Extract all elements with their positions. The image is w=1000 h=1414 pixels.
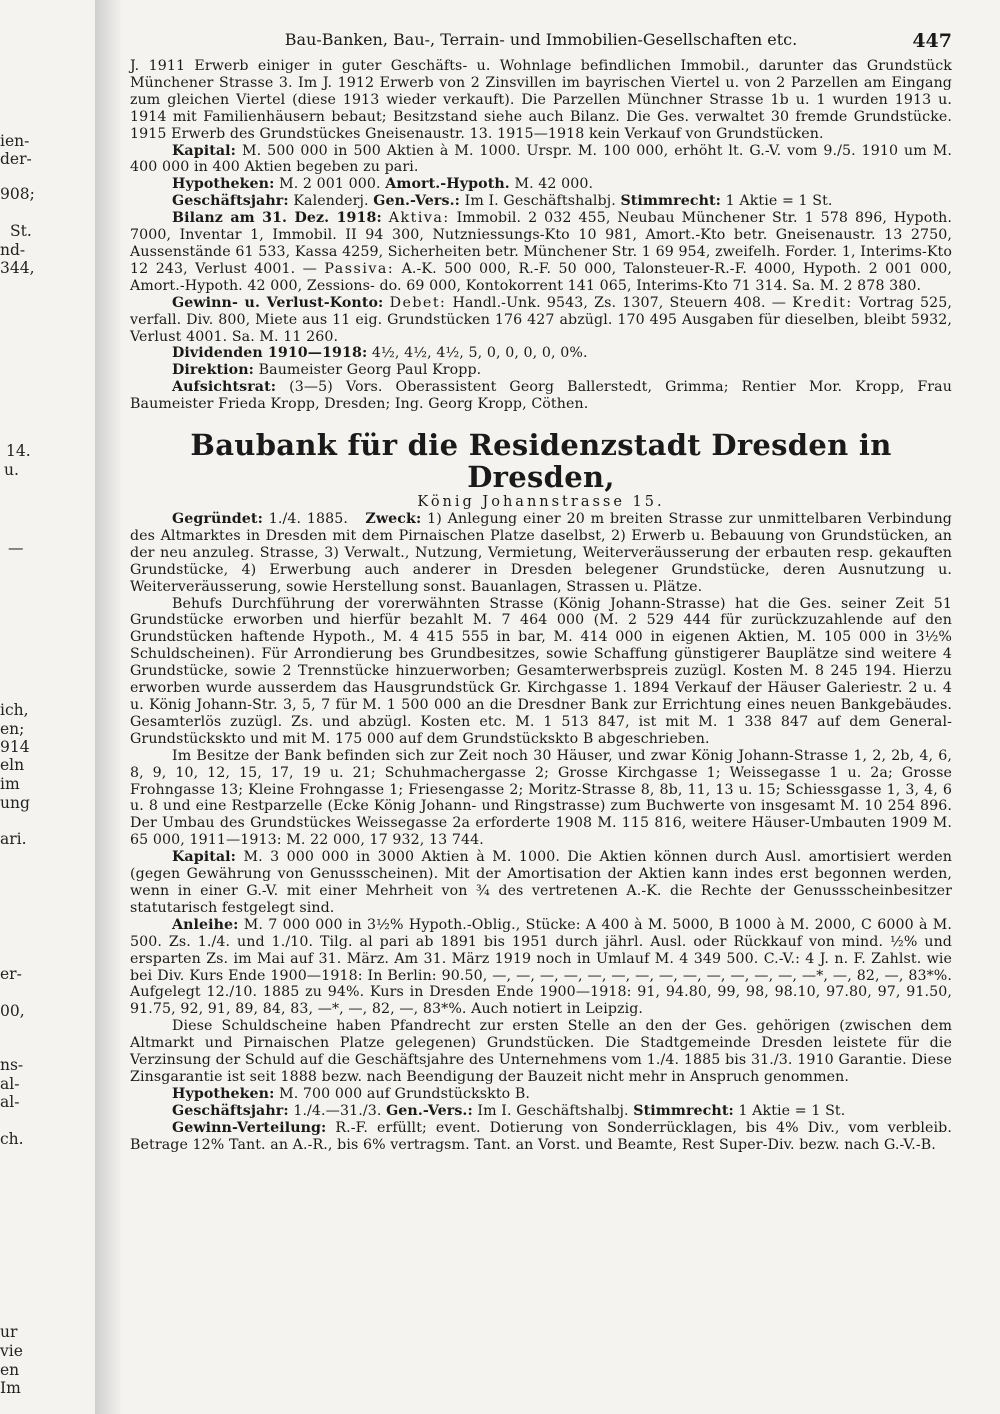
- margin-fragment: 908;: [0, 185, 35, 203]
- adjacent-page-fragments: [0, 0, 44, 1414]
- margin-fragment: der-: [0, 150, 32, 168]
- gj-label: Geschäftsjahr:: [172, 193, 289, 210]
- debet-label: Debet:: [389, 294, 447, 311]
- margin-fragment: vie: [0, 1342, 23, 1360]
- hypotheken-label: Hypotheken:: [172, 176, 275, 193]
- stimm-label: Stimmrecht:: [633, 1102, 734, 1119]
- hypotheken-label: Hypotheken:: [172, 1085, 275, 1102]
- kapital-label: Kapital:: [172, 849, 237, 866]
- running-head: [130, 30, 952, 58]
- kapital-text: M. 3 000 000 in 3000 Aktien à M. 1000. Die Aktien können durch Ausl. amortisiert werden (gegen Gewährung von Genussscheinen). Mit der Amortisation der Aktien kann indes erst begonnen werden, wenn in einer G.-V. mit einer Mehrheit von ¾ des vertretenen A.-K. die Rechte der Genussscheinbesitzer statutarisch festgelegt sind.: [130, 849, 952, 916]
- page-number: 447: [912, 30, 952, 52]
- prev-kapital: [130, 143, 952, 177]
- hypotheken-text: M. 700 000 auf Grundstückskto B.: [279, 1085, 531, 1102]
- margin-fragment: eln: [0, 756, 25, 774]
- running-head-title: Bau-Banken, Bau-, Terrain- und Immobilien-Gesellschaften etc.: [284, 30, 798, 49]
- genvers-text: Im I. Geschäftshalbj.: [464, 193, 616, 210]
- gj-label: Geschäftsjahr:: [172, 1102, 289, 1119]
- stimm-text: 1 Aktie = 1 St.: [738, 1102, 846, 1119]
- page-body: [130, 30, 952, 1153]
- gegruendet-label: Gegründet:: [172, 511, 263, 528]
- anleihe: [130, 917, 952, 1018]
- prev-bilanz: [130, 210, 952, 295]
- anleihe-label: Anleihe:: [172, 916, 239, 933]
- prev-hypotheken: [130, 176, 952, 193]
- para-besitz: Im Besitze der Bank befinden sich zur Zeit noch 30 Häuser, und zwar König Johann-Strasse 1, 2, 2b, 4, 6, 8, 9, 10, 12, 15, 17, 19 u. 21; Schuhmachergasse 2; Grosse Kirchgasse 1; Weissegasse 1 u. 2a; Grosse Frohngasse 13; Kleine Frohngasse 1; Friesengasse 2; Moritz-Strasse 8, 8b, 11, 13 u. 15; Schiessgasse 1, 3, 4, 6 u. 8 und eine Restparzelle (Ecke König Johann- und Ringstrasse) zum Buchwerte von insgesamt M. 10 254 896. Der Umbau des Grundstückes Weissegasse 2a erforderte 1908 M. 115 816, weitere Häuser-Umbauten 1909 M. 65 000, 1911—1913: M. 22 000, 17 932, 13 744.: [130, 747, 952, 849]
- margin-fragment: 344,: [0, 259, 35, 277]
- dividenden-label: Dividenden 1910—1918:: [172, 345, 368, 362]
- dividenden-text: 4½, 4½, 4½, 5, 0, 0, 0, 0, 0%.: [371, 345, 588, 362]
- para-strasse: Behufs Durchführung der vorerwähnten Strasse (König Johann-Strasse) hat die Ges. seiner Zeit 51 Grundstücke erworben und hierfür bezahlt M. 7 464 000 (M. 2 529 444 für zurückzuzahlende auf den Grundstücken haftende Hypoth., M. 4 415 555 in bar, M. 414 000 in eigenen Aktien, M. 105 000 in 3½% Schuldscheinen). Für Arrondierung bes Grundbesitzes, sowie Schaffung günstigerer Bauplätze sind weitere 4 Grundstücke, sowie 2 Trennstücke hinzuerworben; Gesamterwerbspreis zuzügl. Kosten M. 8 245 194. Hierzu erworben wurde ausserdem das Hausgrundstück Gr. Kirchgasse 1. 1894 Verkauf der Häuser Galeriestr. 2 u. 4 u. König Johann-Str. 3, 5, 7 für M. 1 500 000 an die Dresdner Bank zur Errichtung eines neuen Bankgebäudes. Gesamterlös zuzügl. Zs. und abzügl. Kosten etc. M. 1 513 847, ist mit M. 1 338 847 auf dem General-Grundstückskto und mit M. 175 000 auf dem Grundstückskto B abgeschrieben.: [130, 595, 952, 747]
- margin-fragment: St.: [10, 222, 32, 240]
- gj-text: 1./4.—31./3.: [293, 1102, 382, 1119]
- zweck-text: 1) Anlegung einer 20 m breiten Strasse zur unmittelbaren Verbindung des Altmarktes in Dresden mit dem Pirnaischen Platze daselbst, 2) Erwerb u. Bebauung von Grundstücken, an der neu anzuleg. Strasse, 3) Verwalt., Nutzung, Vermietung, Weiterveräusserung der erbauten resp. gekauften Grundstücke, 4) Erwerbung auch anderer in Dresden belegener Grundstücke, deren Ausnutzung u. Weiterveräusserung, sowie Herstellung sonst. Bauanlagen, Strassen u. Plätze.: [130, 511, 952, 595]
- margin-fragment: er-: [0, 965, 22, 983]
- prev-geschaeftsjahr: [130, 193, 952, 210]
- kredit-text: Vortrag 525, verfall. Div. 800, Miete aus 11 eig. Grundstücken 176 427 abzügl. 170 495 Ausgaben für dieselben, bleibt 5932, Verlust 4001. Sa. M. 11 260.: [130, 294, 952, 345]
- margin-fragment: ur: [0, 1323, 18, 1341]
- debet-text: Handl.-Unk. 9543, Zs. 1307, Steuern 408. —: [452, 294, 787, 311]
- margin-fragment: ch.: [0, 1130, 24, 1148]
- aufsichtsrat-label: Aufsichtsrat:: [172, 379, 277, 396]
- kapital-text: M. 500 000 in 500 Aktien à M. 1000. Urspr. M. 100 000, erhöht lt. G.-V. vom 9./5. 1910 um M. 400 000 in 400 Aktien begeben zu pari.: [130, 142, 952, 176]
- margin-fragment: al-: [0, 1075, 20, 1093]
- margin-fragment: 14.: [6, 442, 31, 460]
- geschaeftsjahr: [130, 1103, 952, 1120]
- book-gutter: [95, 0, 123, 1414]
- gegruendet-text: 1./4. 1885.: [268, 511, 348, 528]
- anleihe-text: M. 7 000 000 in 3½% Hypoth.-Oblig., Stücke: A 400 à M. 5000, B 1000 à M. 2000, C 6000 à M. 500. Zs. 1./4. und 1./10. Tilg. al pari ab 1891 bis 1951 durch jährl. Ausl. oder Rückkauf von mind. ½% und ersparten Zs. im Mai auf 31. März. Am 31. März 1919 noch in Umlauf M. 4 349 500. C.-V.: 4 J. n. F. Zahlst. wie bei Div. Kurs Ende 1900—1918: In Berlin: 90.50, —, —, —, —, —, —, —, —, —, —, —, —, —, —*, —, 82, —, 83*%. Aufgelegt 12./10. 1885 zu 94%. Kurs in Dresden Ende 1900—1918: 91, 94.80, 99, 98, 98.10, 97.80, 97, 91.50, 91.75, 92, 91, 89, 84, 83, —*, —, 82, —, 83*%. Auch notiert in Leipzig.: [130, 916, 952, 1018]
- margin-fragment: ari.: [0, 830, 27, 848]
- zweck-label: Zweck:: [365, 511, 422, 528]
- amort-text: M. 42 000.: [514, 176, 594, 193]
- margin-fragment: ich,: [0, 701, 29, 719]
- passiva-text: A.-K. 500 000, R.-F. 50 000, Talonsteuer-R.-F. 4000, Hypoth. 2 001 000, Amort.-Hypoth. 42 000, Zessions- do. 69 000, Kontokorrent 141 065, Interims-Kto 71 314. Sa. M. 2 878 380.: [130, 260, 952, 294]
- bilanz-label: Bilanz am 31. Dez. 1918:: [172, 210, 382, 227]
- gewinn-verteilung: [130, 1120, 952, 1154]
- gj-text: Kalenderj.: [293, 193, 369, 210]
- direktion-label: Direktion:: [172, 362, 254, 379]
- margin-fragment: en: [0, 1361, 20, 1379]
- hypotheken: [130, 1086, 952, 1103]
- genvers-text: Im I. Geschäftshalbj.: [477, 1102, 629, 1119]
- stimm-text: 1 Aktie = 1 St.: [725, 193, 833, 210]
- direktion-text: Baumeister Georg Paul Kropp.: [258, 362, 482, 379]
- gegruendet-zweck: [130, 511, 952, 596]
- hypotheken-text: M. 2 001 000.: [279, 176, 381, 193]
- stimm-label: Stimmrecht:: [620, 193, 721, 210]
- margin-fragment: —: [8, 539, 24, 557]
- margin-fragment: ung: [0, 794, 30, 812]
- margin-fragment: ien-: [0, 132, 30, 150]
- prev-aufsichtsrat: [130, 379, 952, 413]
- company-address: König Johannstrasse 15.: [417, 494, 665, 511]
- gewinn-verteilung-text: R.-F. erfüllt; event. Dotierung von Sonderrücklagen, bis 4% Div., vom verbleib. Betrage 12% Tant. an A.-R., bis 6% vertragsm. Tant. an Vorst. und Beamte, Rest Super-Div. bezw. nach G.-V.-B.: [130, 1119, 952, 1153]
- prev-gewinn-verlust: [130, 295, 952, 346]
- aktiva-label: Aktiva:: [388, 210, 450, 227]
- margin-fragment: Im: [0, 1379, 21, 1397]
- passiva-label: Passiva:: [324, 260, 395, 277]
- aktiva-text: Immobil. 2 032 455, Neubau Münchener Str. 1 578 896, Hypoth. 7000, Inventar 1, Immobil. II 94 300, Nutzniessungs-Kto 10 981, Amort.-Kto betr. Gneisenaustr. 13 2750, Aussenstände 61 533, Kassa 4259, Sicherheiten betr. Münchener Str. 1 69 954, zweifelh. Forder. 1, Interims-Kto 12 243, Verlust 4001. —: [130, 210, 952, 277]
- kredit-label: Kredit:: [792, 294, 853, 311]
- prev-direktion: [130, 362, 952, 379]
- guv-label: Gewinn- u. Verlust-Konto:: [172, 294, 384, 311]
- prev-dividenden: [130, 345, 952, 362]
- margin-fragment: im: [0, 775, 20, 793]
- margin-fragment: nd-: [0, 241, 26, 259]
- gewinn-verteilung-label: Gewinn-Verteilung:: [172, 1119, 327, 1136]
- margin-fragment: 914: [0, 738, 30, 756]
- genvers-label: Gen.-Vers.:: [386, 1102, 473, 1119]
- margin-fragment: al-: [0, 1093, 20, 1111]
- margin-fragment: u.: [4, 461, 19, 479]
- company-heading: Baubank für die Residenzstadt Dresden in Dresden,: [190, 428, 892, 495]
- prev-history: J. 1911 Erwerb einiger in guter Geschäfts- u. Wohnlage befindlichen Immobil., darunter das Grundstück Münchener Strasse 3. Im J. 1912 Erwerb von 2 Zinsvillen im bayrischen Viertel u. von 2 Parzellen am Eingang zum gleichen Viertel (diese 1913 wieder verkauft). Die Parzellen Münchner Strasse 1b u. 1 wurden 1913 u. 1914 mit Familienhäusern bebaut; Besitzstand siehe auch Bilanz. Die Ges. verwaltet 30 fremde Grundstücke. 1915 Erwerb des Grundstückes Gneisenaustr. 13. 1915—1918 kein Verkauf von Grundstücken.: [130, 58, 952, 142]
- amort-label: Amort.-Hypoth.: [385, 176, 510, 193]
- genvers-label: Gen.-Vers.:: [373, 193, 460, 210]
- kapital-label: Kapital:: [172, 142, 237, 159]
- margin-fragment: 00,: [0, 1002, 25, 1020]
- kapital: [130, 849, 952, 917]
- aufsichtsrat-text: (3—5) Vors. Oberassistent Georg Ballerstedt, Grimma; Rentier Mor. Kropp, Frau Baumeister Frieda Kropp, Dresden; Ing. Georg Kropp, Cöthen.: [130, 379, 952, 413]
- margin-fragment: ns-: [0, 1056, 24, 1074]
- margin-fragment: en;: [0, 720, 25, 738]
- para-schuldscheine: Diese Schuldscheine haben Pfandrecht zur ersten Stelle an den der Ges. gehörigen (zwischen dem Altmarkt und Pirnaischen Platze gelegenen) Grundstücken. Die Stadtgemeinde Dresden leistete für die Verzinsung der Schuld auf die Geschäftsjahre des Unternehmens vom 1./4. 1885 bis 31./3. 1910 Garantie. Diese Zinsgarantie ist seit 1888 bezw. nach Beendigung der Bauzeit nicht mehr in Anspruch genommen.: [130, 1018, 952, 1085]
